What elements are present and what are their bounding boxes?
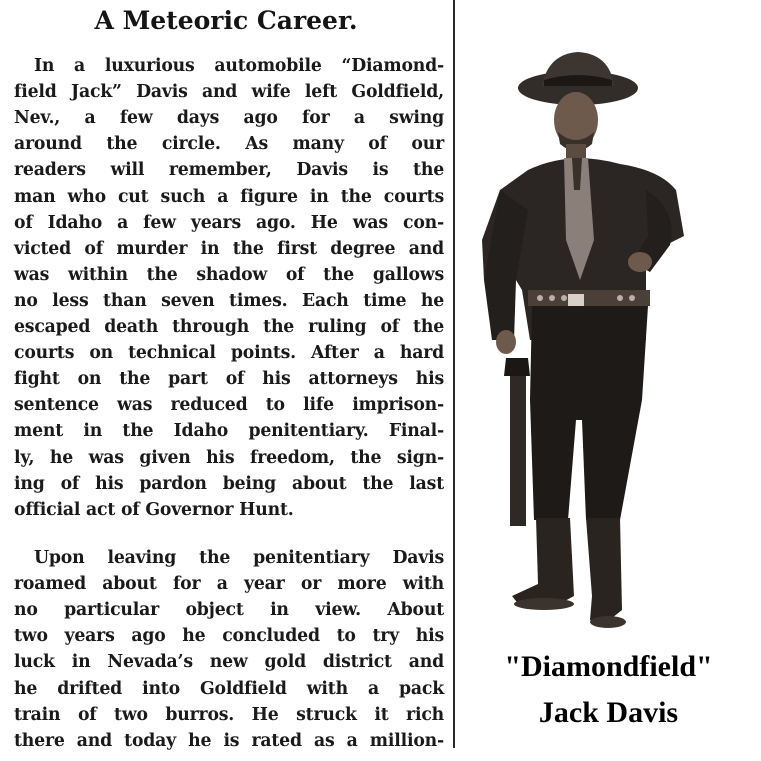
article-line: official act of Governor Hunt. xyxy=(14,499,294,520)
article-line: there and today he is rated as a million- xyxy=(14,730,444,751)
article-line: readers will remember, Davis is the xyxy=(14,160,444,181)
article-line: roamed about for a year or more with xyxy=(14,574,444,595)
article-line: luck in Nevada’s new gold district and xyxy=(14,652,444,673)
article-line: no less than seven times. Each time he xyxy=(14,290,444,311)
article-line: sentence was reduced to life imprison- xyxy=(14,395,444,416)
article-line: courts on technical points. After a hard xyxy=(14,343,444,364)
article-line: field Jack” Davis and wife left Goldfield, xyxy=(14,82,444,103)
article-headline: A Meteoric Career. xyxy=(94,6,358,35)
article-line: train of two burros. He struck it rich xyxy=(14,704,444,725)
article-line: Upon leaving the penitentiary Davis xyxy=(34,548,444,568)
article-line: In a luxurious automobile “Diamond- xyxy=(34,56,444,76)
article-line: man who cut such a figure in the courts xyxy=(14,186,444,207)
article-line: was within the shadow of the gallows xyxy=(14,264,444,285)
article-line: escaped death through the ruling of the xyxy=(14,317,444,337)
pistol-holster xyxy=(510,360,526,526)
article-line: no particular object in view. About xyxy=(14,600,444,621)
article-line: ing of his pardon being about the last xyxy=(14,473,444,494)
article-line: two years ago he concluded to try his xyxy=(14,626,444,647)
article-line: of Idaho a few years ago. He was con- xyxy=(14,212,444,233)
trousers xyxy=(530,306,648,520)
article-line: he drifted into Goldfield with a pack xyxy=(14,678,444,699)
right-boot xyxy=(586,518,622,626)
caption-line-2: Jack Davis xyxy=(538,696,679,729)
left-boot xyxy=(512,518,574,608)
article-line: ly, he was given his freedom, the sign- xyxy=(14,447,444,468)
article-line: victed of murder in the first degree and xyxy=(14,238,444,259)
article-line: ment in the Idaho penitentiary. Final- xyxy=(14,421,444,442)
article-line: around the circle. As many of our xyxy=(14,134,444,155)
column-rule xyxy=(453,0,455,748)
portrait-photo xyxy=(470,40,760,650)
article-line: Nev., a few days ago for a swing xyxy=(14,108,444,129)
article-line: fight on the part of his attorneys his xyxy=(14,369,444,390)
caption-line-1: "Diamondfield" xyxy=(504,650,713,683)
portrait-illustration xyxy=(470,40,760,650)
